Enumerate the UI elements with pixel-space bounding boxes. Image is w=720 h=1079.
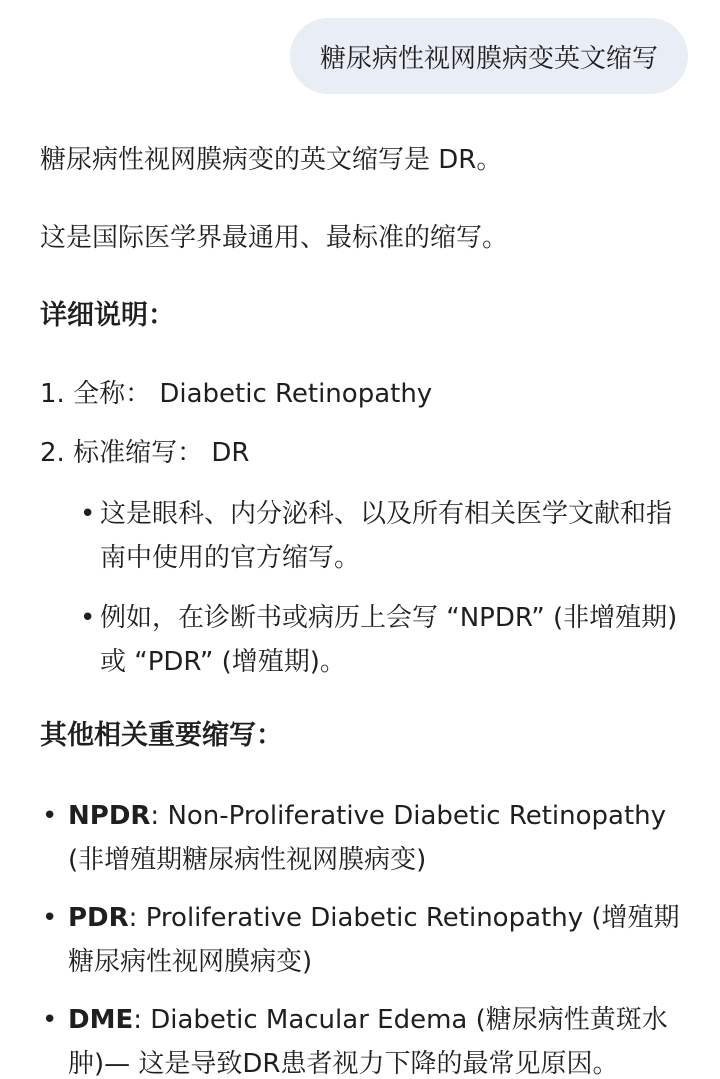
sub-bullet-text: 这是眼科、内分泌科、以及所有相关医学文献和指南中使用的官方缩写。	[100, 499, 673, 573]
abbreviation-term: NPDR	[68, 801, 151, 831]
list-item-text: 全称： Diabetic Retinopathy	[73, 379, 433, 409]
list-item-text: 标准缩写： DR	[73, 438, 250, 468]
sub-bullet-item	[80, 492, 680, 580]
user-message-text: 糖尿病性视网膜病变英文缩写	[319, 43, 658, 74]
details-heading: 详细说明：	[40, 300, 175, 331]
abbreviation-item	[40, 794, 680, 882]
bullet-icon: •	[80, 499, 96, 529]
abbreviation-description: : Diabetic Macular Edema (糖尿病性黄斑水肿)— 这是导致DR患者视力下降的最常见原因。	[68, 1005, 668, 1079]
answer-paragraph: 这是国际医学界最通用、最标准的缩写。	[40, 223, 509, 253]
abbreviation-description: : Proliferative Diabetic Retinopathy (增殖期糖尿病性视网膜病变)	[68, 903, 680, 977]
answer-paragraph: 糖尿病性视网膜病变的英文缩写是 DR。	[40, 145, 503, 175]
sub-bullet-list	[40, 492, 680, 684]
ordered-list-item	[40, 433, 680, 473]
abbreviation-item	[40, 998, 680, 1079]
list-number: 1.	[40, 379, 65, 409]
sub-bullet-text: 例如，在诊断书或病历上会写 “NPDR” (非增殖期) 或 “PDR” (增殖期)。	[100, 603, 678, 677]
other-abbreviations-heading: 其他相关重要缩写：	[40, 720, 283, 751]
abbreviation-term: PDR	[68, 903, 129, 933]
bullet-icon: •	[80, 603, 96, 633]
abbreviation-list	[40, 794, 680, 1079]
abbreviation-term: DME	[68, 1005, 134, 1035]
sub-bullet-item	[80, 596, 680, 684]
assistant-response	[40, 140, 680, 1079]
bullet-icon: •	[42, 1005, 58, 1035]
ordered-list-item	[40, 374, 680, 414]
abbreviation-description: : Non-Proliferative Diabetic Retinopathy (非增殖期糖尿病性视网膜病变)	[68, 801, 667, 875]
user-message-bubble	[290, 18, 688, 94]
abbreviation-item	[40, 896, 680, 984]
bullet-icon: •	[42, 801, 58, 831]
bullet-icon: •	[42, 903, 58, 933]
list-number: 2.	[40, 438, 65, 468]
